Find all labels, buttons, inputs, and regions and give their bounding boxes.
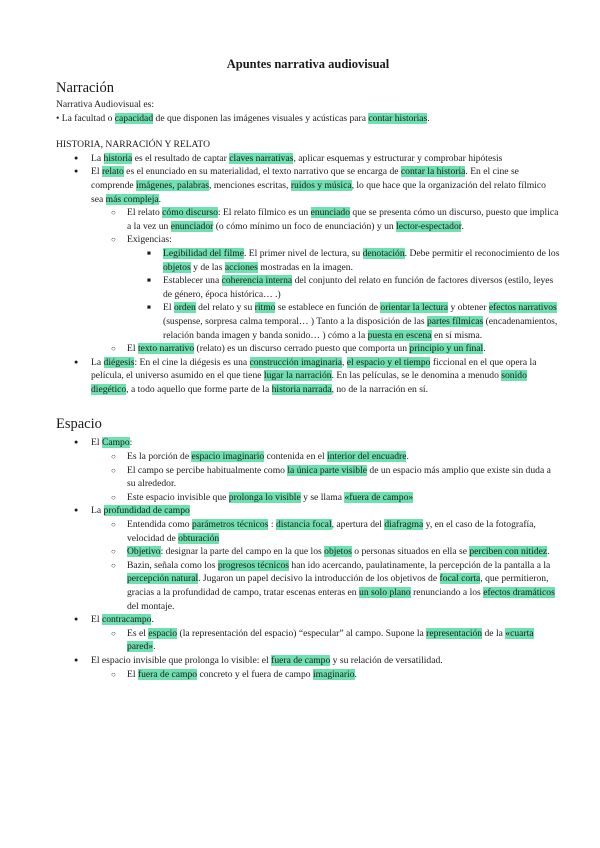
highlight: Campo <box>101 437 130 449</box>
highlight: un solo plano <box>359 587 411 598</box>
highlight: historia narrada <box>271 383 332 395</box>
highlight: ritmo <box>254 302 276 314</box>
highlight: perciben con nitidez <box>469 546 548 558</box>
narracion-list <box>56 152 560 397</box>
highlight: profundidad de campo <box>103 505 190 517</box>
highlight: claves narrativas <box>229 152 294 164</box>
list-item-exigencias: ○ Exigencias: ■ Legibilidad del filme. El primer nivel de lectura, su denotación. Debe permitir el reconocimiento de los objetos y de las acciones mostradas en la imagen. ■ Establecer una coherencia interna del conjunto del relato en función de factores diversos (estilo, leyes de género, época histórica… .) ■ El orden del relato y su ritmo se establece en función de orientar la lectura y obtener efectos narrativos (suspense, sorpresa calma temporal… ) Tanto a la disposición de las partes fílmicas (encadenamientos, relación banda imagen y banda sonido… ) cómo a la puesta en escena en sí misma. <box>91 233 560 342</box>
list-item-profundidad: ● La profundidad de campo ○ Entendida como parámetros técnicos : distancia focal, apertura del diafragma y, en el caso de la fotografía, velocidad de obturación ○ Objetivo: designar la parte del campo en la que los objetos o personas situados en ella se perciben con nitidez. ○ Bazin, señala como los progresos técnicos han ido acercando, paulatinamente, la percepción de la pantalla a la percepción natural. Jugaron un papel decisivo la introducción de los objetivos de focal corta, que permitieron, gracias a la profundidad de campo, tratar escenas enteras en un solo plano renunciando a los efectos dramáticos del montaje. <box>56 504 560 613</box>
definition-line: • La facultad o capacidad de que disponen las imágenes visuales y acústicas para contar historias. <box>56 112 430 124</box>
list-item-prolonga: ● El espacio invisible que prolonga lo visible: el fuera de campo y su relación de versatilidad. ○ El fuera de campo concreto y el fuera de campo imaginario. <box>56 654 560 681</box>
highlight: coherencia interna <box>221 275 293 287</box>
highlight: principio y un final <box>409 343 484 355</box>
highlight: «cuarta pared» <box>127 627 534 653</box>
highlight: relato <box>101 166 124 178</box>
highlight: efectos dramáticos <box>483 587 555 598</box>
highlight: interior del encuadre <box>327 451 407 463</box>
list-item-diegesis: ● La diégesis: En el cine la diégesis es una construcción imaginaria, el espacio y el tiempo ficcional en el que opera la película, el universo asumido en el que tiene lugar la narración. En las películas, se le denomina a menudo sonido diegético, a todo aquello que forme parte de la historia narrada, no de la narración en sí. <box>56 356 560 397</box>
section-label: HISTORIA, NARRACIÓN Y RELATO <box>56 139 211 151</box>
highlight: espacio imaginario <box>191 451 265 463</box>
contracampo-sublist <box>91 627 560 654</box>
exigencias-sublist <box>127 247 560 342</box>
highlight: obturación <box>178 532 220 544</box>
highlight: focal corta <box>439 573 481 585</box>
list-item-bazin: ○ Bazin, señala como los progresos técnicos han ido acercando, paulatinamente, la percepción de la pantalla a la percepción natural. Jugaron un papel decisivo la introducción de los objetivos de focal corta, que permitieron, gracias a la profundidad de campo, tratar escenas enteras en un solo plano renunciando a los efectos dramáticos del montaje. <box>91 559 560 613</box>
highlight: lugar la narración <box>263 370 332 382</box>
highlight: representación <box>426 627 483 639</box>
highlight: efectos narrativos <box>488 302 557 314</box>
prolonga-sublist <box>91 668 560 682</box>
campo-sublist <box>91 450 560 504</box>
highlight: prolonga lo visible <box>228 491 301 503</box>
highlight: texto narrativo <box>137 343 195 355</box>
highlight: progresos técnicos <box>217 559 289 571</box>
highlight: contar la historia <box>400 166 466 178</box>
highlight: fuera de campo <box>271 654 331 666</box>
highlight: diégesis <box>103 356 135 368</box>
list-item-contracampo: ● El contracampo. ○ Es el espacio (la representación del espacio) “especular” al campo. Supone la representación de la «cuarta pared». <box>56 613 560 654</box>
list-item-coherencia: ■ Establecer una coherencia interna del conjunto del relato en función de factores diversos (estilo, leyes de género, época histórica… .) <box>127 274 560 301</box>
highlight: partes fílmicas <box>426 315 484 327</box>
highlight: contracampo <box>101 614 152 626</box>
heading-espacio: Espacio <box>56 416 102 433</box>
highlight: Legibilidad del filme <box>163 247 244 259</box>
highlight: contar historias <box>368 112 428 124</box>
list-item-parametros: ○ Entendida como parámetros técnicos : distancia focal, apertura del diafragma y, en el caso de la fotografía, velocidad de obturación <box>91 518 560 545</box>
highlight: historia <box>103 152 133 164</box>
highlight: distancia focal <box>275 519 332 531</box>
list-item-especular: ○ Es el espacio (la representación del espacio) “especular” al campo. Supone la representación de la «cuarta pared». <box>91 627 560 654</box>
highlight: acciones <box>224 261 258 273</box>
highlight: más compleja <box>105 193 159 205</box>
highlight: enunciador <box>170 220 214 232</box>
highlight: diafragma <box>384 519 424 531</box>
highlight: lector-espectador <box>396 220 462 232</box>
highlight: objetos <box>324 546 352 558</box>
list-item-invisible: ○ Este espacio invisible que prolonga lo visible y se llama «fuera de campo» <box>91 491 560 505</box>
highlight: construcción imaginaria <box>249 356 342 368</box>
document-title: Apuntes narrativa audiovisual <box>226 57 390 71</box>
list-item-relato: ● El relato es el enunciado en su materialidad, el texto narrativo que se encarga de contar la historia. En el cine se comprende imágenes, palabras, menciones escritas, ruidos y música, lo que hace que la organización del relato fílmico sea más compleja. ○ El relato cómo discurso: El relato fílmico es un enunciado que se presenta cómo un discurso, puesto que implica a la vez un enunciador (o cómo mínimo un foco de enunciación) y un lector-espectador. ○ Exigencias: ■ Legibilidad del filme. El primer nivel de lectura, su denotación. Debe permitir el reconocimiento de los objetos y de las acciones mostradas en la imagen. ■ Establecer una coherencia interna del conjunto del relato en función de factores diversos (estilo, leyes de género, época histórica… .) ■ El orden del relato y su ritmo se establece en función de orientar la lectura y obtener efectos narrativos (suspense, sorpresa calma temporal… ) Tanto a la disposición de las partes fílmicas (encadenamientos, relación banda imagen y banda sonido… ) cómo a la puesta en escena en sí misma. ○ El texto narrativo (relato) es un discurso cerrado puesto que comporta un principio y un final. <box>56 165 560 355</box>
highlight: Objetivo <box>127 546 161 558</box>
highlight: parámetros técnicos <box>192 519 269 531</box>
highlight: el espacio y el tiempo <box>346 356 431 368</box>
highlight: objetos <box>163 261 191 273</box>
highlight: fuera de campo <box>137 668 198 680</box>
profundidad-sublist <box>91 518 560 613</box>
highlight: puesta en escena <box>367 329 432 341</box>
list-item-percibe: ○ El campo se percibe habitualmente como la única parte visible de un espacio más amplio que existe sin duda a su alrededor. <box>91 464 560 491</box>
heading-narracion: Narración <box>56 80 114 96</box>
highlight: capacidad <box>114 112 154 124</box>
highlight: enunciado <box>310 207 351 219</box>
espacio-list <box>56 436 560 681</box>
list-item-campo: ● El Campo: ○ Es la porción de espacio imaginario contenida en el interior del encuadre. ○ El campo se percibe habitualmente como la única parte visible de un espacio más amplio que existe sin duda a su alrededor. ○ Este espacio invisible que prolonga lo visible y se llama «fuera de campo» <box>56 436 560 504</box>
highlight: imágenes, palabras <box>136 179 210 191</box>
list-item-orden: ■ El orden del relato y su ritmo se establece en función de orientar la lectura y obtener efectos narrativos (suspense, sorpresa calma temporal… ) Tanto a la disposición de las partes fílmicas (encadenamientos, relación banda imagen y banda sonido… ) cómo a la puesta en escena en sí misma. <box>127 301 560 342</box>
highlight: la única parte visible <box>287 464 368 476</box>
highlight: cómo discurso <box>162 207 218 219</box>
highlight: sonido diegético <box>91 370 527 395</box>
relato-sublist <box>91 206 560 356</box>
list-item-porcion: ○ Es la porción de espacio imaginario contenida en el interior del encuadre. <box>91 450 560 464</box>
highlight: ruidos y música <box>290 179 352 191</box>
highlight: percepción natural <box>127 573 199 585</box>
highlight: orden <box>173 302 196 314</box>
highlight: espacio <box>148 627 178 639</box>
intro-label: Narrativa Audiovisual es: <box>56 99 155 110</box>
highlight: denotación <box>362 247 405 259</box>
list-item-concreto: ○ El fuera de campo concreto y el fuera de campo imaginario. <box>91 668 560 682</box>
highlight: imaginario <box>312 668 355 680</box>
list-item-objetivo: ○ Objetivo: designar la parte del campo en la que los objetos o personas situados en ella se perciben con nitidez. <box>91 545 560 559</box>
list-item-discurso: ○ El relato cómo discurso: El relato fílmico es un enunciado que se presenta cómo un discurso, puesto que implica a la vez un enunciador (o cómo mínimo un foco de enunciación) y un lector-espectador. <box>91 206 560 233</box>
highlight: orientar la lectura <box>380 302 449 314</box>
highlight: «fuera de campo» <box>344 491 414 503</box>
list-item-texto-narrativo: ○ El texto narrativo (relato) es un discurso cerrado puesto que comporta un principio y un final. <box>91 342 560 356</box>
list-item-historia: ● La historia es el resultado de captar claves narrativas, aplicar esquemas y estructurar y comprobar hipótesis <box>56 152 560 166</box>
list-item-legibilidad: ■ Legibilidad del filme. El primer nivel de lectura, su denotación. Debe permitir el reconocimiento de los objetos y de las acciones mostradas en la imagen. <box>127 247 560 274</box>
